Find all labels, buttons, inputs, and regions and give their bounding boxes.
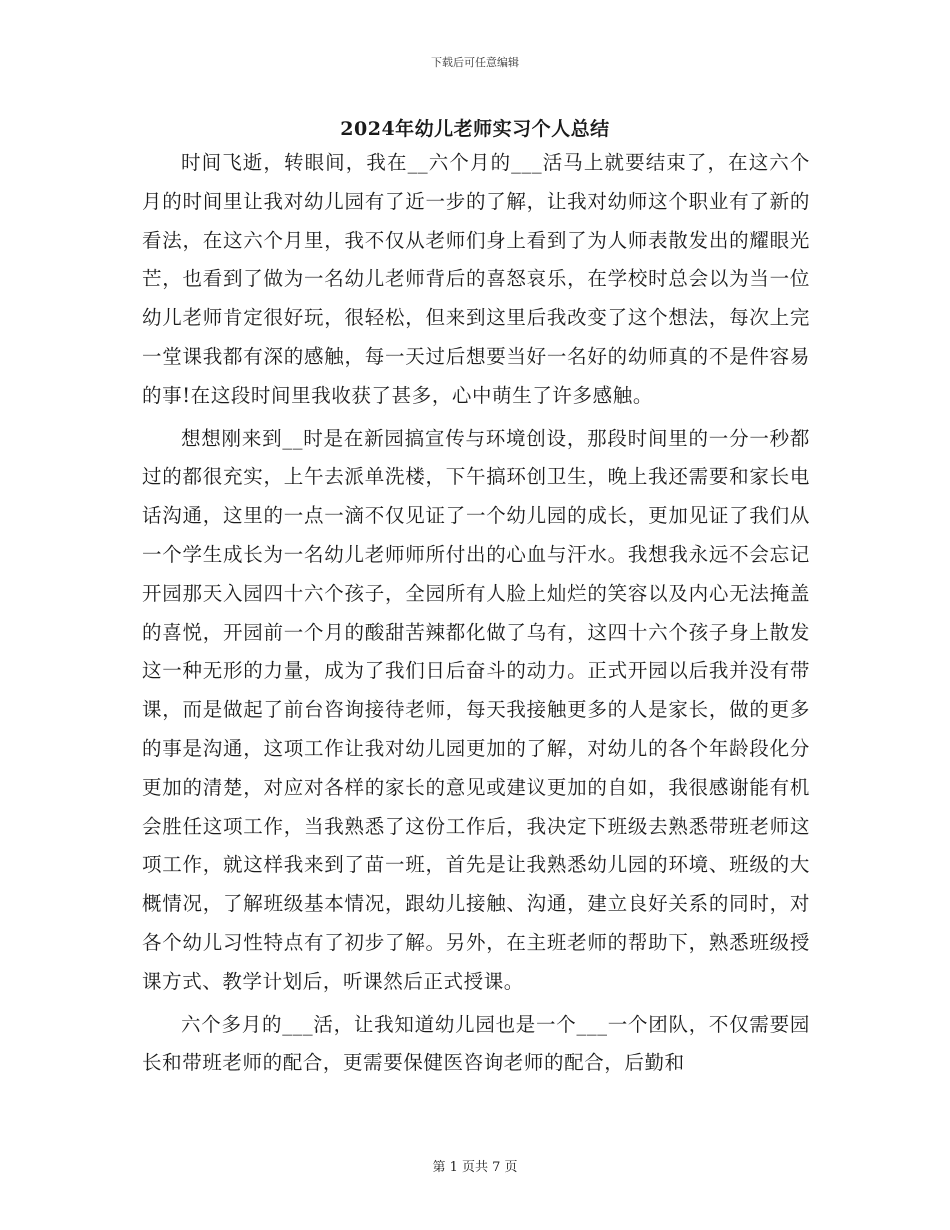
paragraph-1: 时间飞逝，转眼间，我在__六个月的___活马上就要结束了，在这六个月的时间里让我对幼儿园有了近一步的了解，让我对幼师这个职业有了新的看法，在这六个月里，我不仅从老师们身上看到了为人师表散发出的耀眼光芒，也看到了做为一名幼儿老师背后的喜怒哀乐，在学校时总会以为当一位幼儿老师肯定很好玩，很轻松，但来到这里后我改变了这个想法，每次上完一堂课我都有深的感触，每一天过后想要当好一名好的幼师真的不是件容易的事!在这段时间里我收获了甚多，心中萌生了许多感触。 (142, 151, 810, 407)
paragraph-3: 六个多月的___活，让我知道幼儿园也是一个___一个团队，不仅需要园长和带班老师的配合，更需要保健医咨询老师的配合，后勤和 (142, 1012, 810, 1075)
document-title: 2024年幼儿老师实习个人总结 (340, 118, 610, 140)
paragraph-2: 想想刚来到__时是在新园搞宣传与环境创设，那段时间里的一分一秒都过的都很充实，上午去派单洗楼，下午搞环创卫生，晚上我还需要和家长电话沟通，这里的一点一滴不仅见证了一个幼儿园的成长，更加见证了我们从一个学生成长为一名幼儿老师师所付出的心血与汗水。我想我永远不会忘记开园那天入园四十六个孩子，全园所有人脸上灿烂的笑容以及内心无法掩盖的喜悦，开园前一个月的酸甜苦辣都化做了乌有，这四十六个孩子身上散发这一种无形的力量，成为了我们日后奋斗的动力。正式开园以后我并没有带课，而是做起了前台咨询接待老师，每天我接触更多的人是家长，做的更多的事是沟通，这项工作让我对幼儿园更加的了解，对幼儿的各个年龄段化分更加的清楚，对应对各样的家长的意见或建议更加的自如，我很感谢能有机会胜任这项工作，当我熟悉了这份工作后，我决定下班级去熟悉带班老师这项工作，就这样我来到了苗一班，首先是让我熟悉幼儿园的环境、班级的大概情况，了解班级基本情况，跟幼儿接触、沟通，建立良好关系的同时，对各个幼儿习性特点有了初步了解。另外，在主班老师的帮助下，熟悉班级授课方式、教学计划后，听课然后正式授课。 (142, 426, 810, 993)
page-header-note: 下载后可任意编辑 (431, 56, 519, 69)
document-body (142, 144, 810, 1087)
page-number: 第 1 页共 7 页 (432, 1160, 518, 1175)
